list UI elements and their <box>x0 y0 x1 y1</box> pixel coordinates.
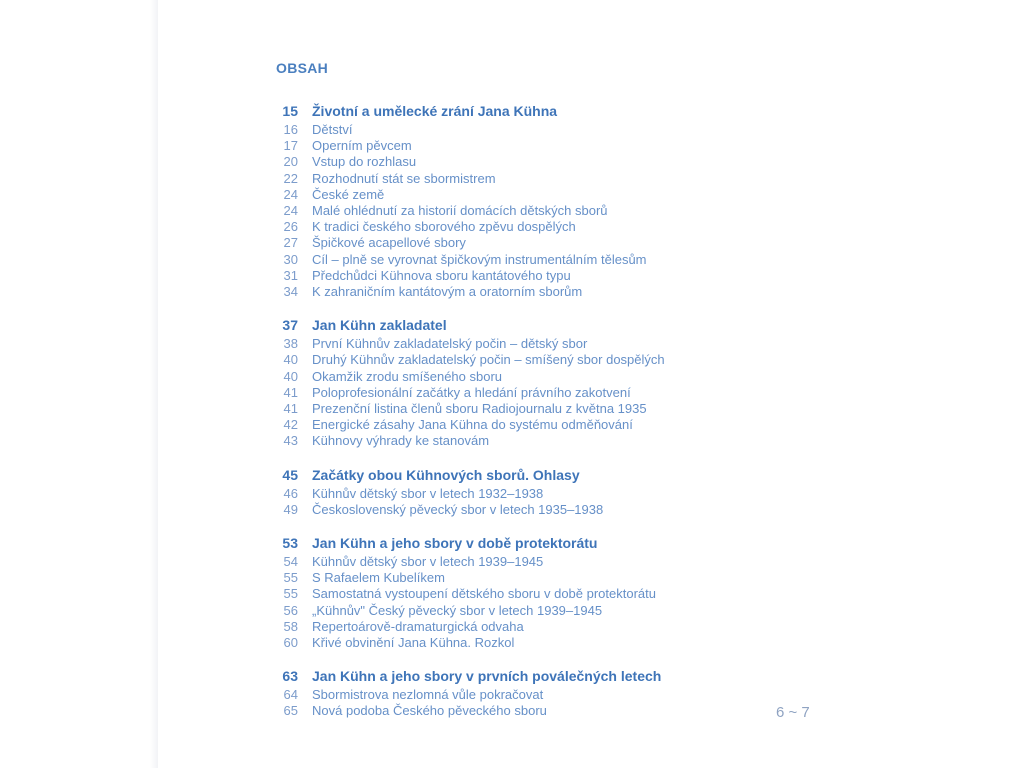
entry-title: Repertoárově-dramaturgická odvaha <box>312 618 524 634</box>
toc-section <box>276 314 836 449</box>
toc-entry <box>276 385 836 401</box>
toc-entry <box>276 369 836 385</box>
entry-page-number: 40 <box>283 352 298 368</box>
toc-entry <box>276 401 836 417</box>
entry-page-number: 20 <box>283 154 298 170</box>
toc-entry <box>276 635 836 651</box>
entry-title: Cíl – plně se vyrovnat špičkovým instrumentálním tělesům <box>312 251 647 267</box>
entry-page-number: 27 <box>283 235 298 251</box>
toc-entry <box>276 235 836 251</box>
toc-entry <box>276 619 836 635</box>
chapter-title: Životní a umělecké zrání Jana Kühna <box>312 103 558 119</box>
entry-page-number: 38 <box>283 336 298 352</box>
page-number: 6 ~ 7 <box>776 704 810 721</box>
page-gutter-shadow <box>0 0 158 768</box>
entry-title: Nová podoba Českého pěveckého sboru <box>312 703 547 719</box>
entry-page-number: 55 <box>283 570 298 586</box>
toc-title: OBSAH <box>276 60 329 76</box>
toc-entry <box>276 586 836 602</box>
toc-chapter-heading <box>276 464 836 486</box>
entry-title: „Kühnův" Český pěvecký sbor v letech 1939–1945 <box>312 602 603 618</box>
entry-title: Dětství <box>312 122 353 137</box>
entry-page-number: 26 <box>283 219 298 235</box>
toc-entry <box>276 187 836 203</box>
entry-page-number: 49 <box>283 501 298 517</box>
entry-title: České země <box>312 186 385 202</box>
entry-title: Sbormistrova nezlomná vůle pokračovat <box>312 687 544 703</box>
chapter-page-number: 45 <box>282 466 298 483</box>
entry-page-number: 30 <box>283 251 298 267</box>
toc-entry <box>276 486 836 502</box>
chapter-page-number: 53 <box>282 535 298 552</box>
entry-page-number: 41 <box>283 401 298 417</box>
chapter-title: Jan Kühn a jeho sbory v prvních poválečných letech <box>312 668 662 685</box>
toc-entry <box>276 703 836 719</box>
entry-page-number: 43 <box>283 433 298 449</box>
toc-chapter-heading <box>276 100 836 122</box>
toc-entry <box>276 336 836 352</box>
entry-title: Okamžik zrodu smíšeného sboru <box>312 368 503 384</box>
chapter-page-number: 37 <box>282 317 298 334</box>
entry-title: Kühnovy výhrady ke stanovám <box>312 433 490 449</box>
toc-entry <box>276 284 836 300</box>
entry-page-number: 40 <box>283 368 298 384</box>
entry-page-number: 24 <box>283 186 298 202</box>
toc-entry <box>276 171 836 187</box>
toc-entry <box>276 570 836 586</box>
toc-entry <box>276 268 836 284</box>
entry-page-number: 34 <box>283 284 298 300</box>
entry-title: K zahraničním kantátovým a oratorním sborům <box>312 284 583 300</box>
entry-page-number: 56 <box>283 602 298 618</box>
toc-section <box>276 532 836 651</box>
entry-page-number: 64 <box>283 687 298 703</box>
toc-entry <box>276 433 836 449</box>
toc-entry <box>276 252 836 268</box>
chapter-page-number: 63 <box>282 668 298 685</box>
toc-chapter-heading <box>276 314 836 336</box>
entry-title: Křivé obvinění Jana Kühna. Rozkol <box>312 635 515 651</box>
toc-entry <box>276 219 836 235</box>
entry-title: Československý pěvecký sbor v letech 1935–1938 <box>312 501 604 517</box>
entry-title: S Rafaelem Kubelíkem <box>312 570 445 586</box>
toc-section <box>276 100 836 300</box>
entry-title: Samostatná vystoupení dětského sboru v době protektorátu <box>312 586 656 602</box>
entry-title: Poloprofesionální začátky a hledání právního zakotvení <box>312 384 631 400</box>
table-of-contents <box>276 100 836 734</box>
entry-page-number: 16 <box>283 122 298 137</box>
entry-title: Prezenční listina členů sboru Radiojournalu z května 1935 <box>312 401 647 417</box>
entry-page-number: 42 <box>283 417 298 433</box>
entry-page-number: 58 <box>283 618 298 634</box>
entry-page-number: 46 <box>283 485 298 501</box>
entry-page-number: 60 <box>283 635 298 651</box>
entry-title: Operním pěvcem <box>312 138 412 154</box>
entry-title: Vstup do rozhlasu <box>312 154 417 170</box>
entry-title: K tradici českého sborového zpěvu dospělých <box>312 219 576 235</box>
entry-page-number: 22 <box>283 170 298 186</box>
chapter-page-number: 15 <box>282 103 298 119</box>
entry-title: Rozhodnutí stát se sbormistrem <box>312 170 496 186</box>
entry-page-number: 24 <box>283 203 298 219</box>
entry-title: Kühnův dětský sbor v letech 1932–1938 <box>312 485 544 501</box>
toc-entry <box>276 603 836 619</box>
toc-section <box>276 464 836 518</box>
toc-entry <box>276 554 836 570</box>
entry-title: Energické zásahy Jana Kühna do systému odměňování <box>312 417 633 433</box>
chapter-title: Začátky obou Kühnových sborů. Ohlasy <box>312 466 580 483</box>
toc-entry <box>276 352 836 368</box>
toc-section <box>276 665 836 719</box>
entry-page-number: 17 <box>283 138 298 154</box>
toc-chapter-heading <box>276 665 836 687</box>
chapter-title: Jan Kühn a jeho sbory v době protektorátu <box>312 535 598 552</box>
entry-title: Předchůdci Kühnova sboru kantátového typu <box>312 267 571 283</box>
entry-title: Špičkové acapellové sbory <box>312 235 466 251</box>
toc-entry <box>276 417 836 433</box>
toc-entry <box>276 203 836 219</box>
toc-chapter-heading <box>276 532 836 554</box>
toc-entry <box>276 122 836 138</box>
entry-title: První Kühnův zakladatelský počin – dětský sbor <box>312 336 588 352</box>
entry-page-number: 55 <box>283 586 298 602</box>
entry-page-number: 41 <box>283 384 298 400</box>
toc-entry <box>276 502 836 518</box>
entry-title: Kühnův dětský sbor v letech 1939–1945 <box>312 554 544 570</box>
entry-page-number: 54 <box>283 554 298 570</box>
entry-title: Malé ohlédnutí za historií domácích dětských sborů <box>312 203 608 219</box>
chapter-title: Jan Kühn zakladatel <box>312 317 447 334</box>
entry-page-number: 31 <box>283 267 298 283</box>
entry-page-number: 65 <box>283 703 298 719</box>
toc-entry <box>276 138 836 154</box>
toc-entry <box>276 687 836 703</box>
toc-entry <box>276 154 836 170</box>
entry-title: Druhý Kühnův zakladatelský počin – smíšený sbor dospělých <box>312 352 665 368</box>
